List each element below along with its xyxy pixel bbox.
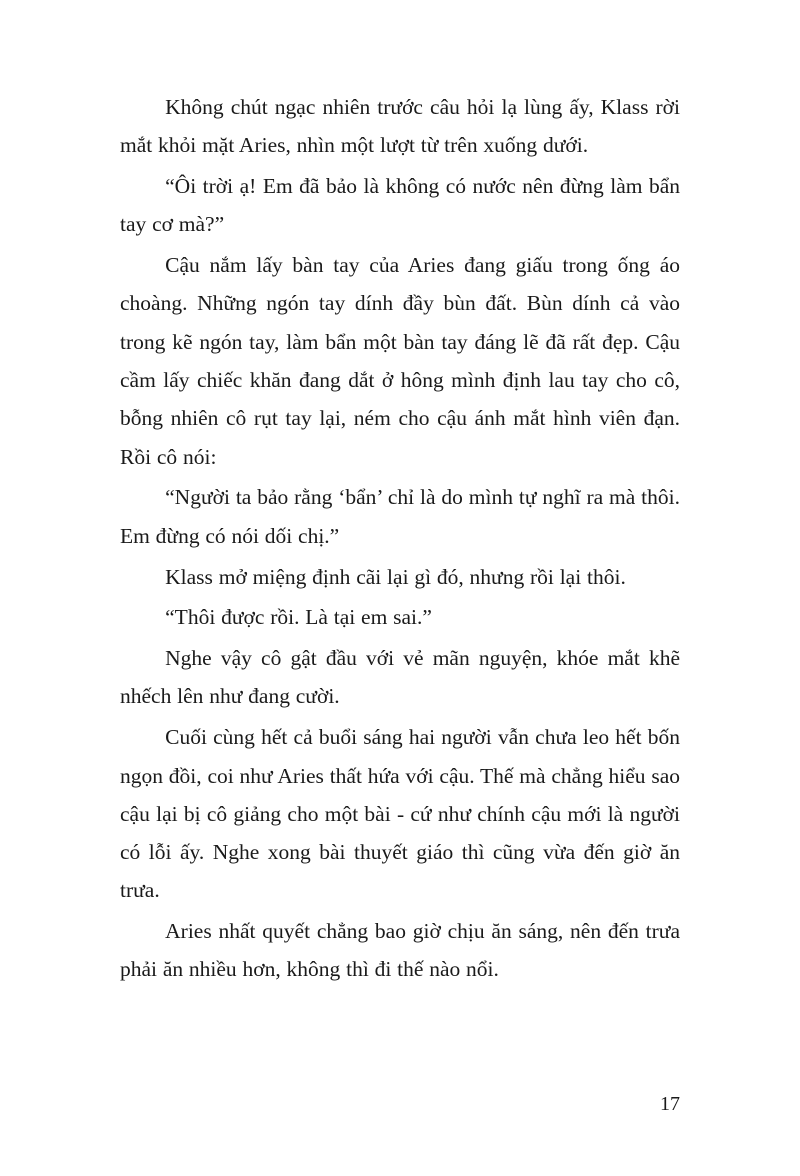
paragraph: “Ôi trời ạ! Em đã bảo là không có nước nên đừng làm bẩn tay cơ mà?” [120, 174, 680, 237]
page-number: 17 [660, 1093, 680, 1115]
paragraph: Cậu nắm lấy bàn tay của Aries đang giấu trong ống áo choàng. Những ngón tay dính đầy bùn đất. Bùn dính cả vào trong kẽ ngón tay, làm bẩn một bàn tay đáng lẽ đã rất đẹp. Cậu cầm lấy chiếc khăn đang dắt ở hông mình định lau tay cho cô, bỗng nhiên cô rụt tay lại, ném cho cậu ánh mắt hình viên đạn. Rồi cô nói: [120, 253, 680, 469]
paragraph: Klass mở miệng định cãi lại gì đó, nhưng rồi lại thôi. [165, 564, 626, 589]
paragraph: Không chút ngạc nhiên trước câu hỏi lạ lùng ấy, Klass rời mắt khỏi mặt Aries, nhìn một lượt từ trên xuống dưới. [120, 95, 680, 158]
paragraph: Cuối cùng hết cả buổi sáng hai người vẫn chưa leo hết bốn ngọn đồi, coi như Aries thất hứa với cậu. Thế mà chẳng hiểu sao cậu lại bị cô giảng cho một bài - cứ như chính cậu mới là người có lỗi ấy. Nghe xong bài thuyết giáo thì cũng vừa đến giờ ăn trưa. [120, 725, 680, 903]
body-text [120, 88, 680, 989]
paragraph: Nghe vậy cô gật đầu với vẻ mãn nguyện, khóe mắt khẽ nhếch lên như đang cười. [120, 646, 680, 709]
paragraph: “Thôi được rồi. Là tại em sai.” [165, 605, 432, 630]
paragraph: “Người ta bảo rằng ‘bẩn’ chỉ là do mình tự nghĩ ra mà thôi. Em đừng có nói dối chị.” [120, 485, 680, 548]
paragraph: Aries nhất quyết chẳng bao giờ chịu ăn sáng, nên đến trưa phải ăn nhiều hơn, không thì đi thế nào nổi. [120, 919, 680, 982]
